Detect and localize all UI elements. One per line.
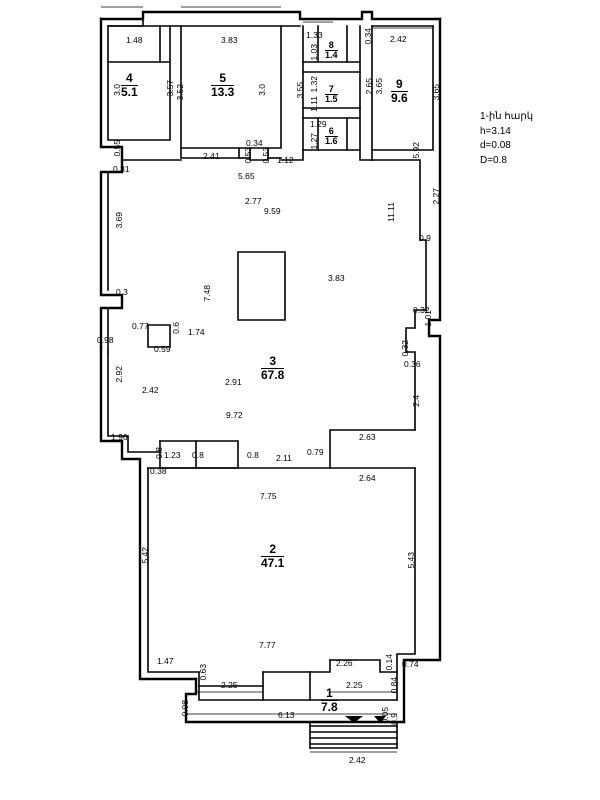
dimension-label: 0.14 [384, 654, 394, 671]
dimension-label: 0.05 [380, 707, 390, 724]
note-line: h=3.14 [480, 125, 511, 137]
room-area: 1.5 [325, 94, 338, 105]
room-number: 9 [396, 77, 403, 91]
dimension-label: 0.08 [180, 700, 190, 717]
room-8 [325, 41, 338, 61]
dimension-label: 0.98 [97, 335, 114, 345]
dimension-label: 3.65 [374, 78, 384, 95]
dimension-label: 3.83 [221, 35, 238, 45]
dimension-label: 2.26 [336, 658, 353, 668]
dimension-label: 1.32 [309, 76, 319, 93]
dimension-label: 1.74 [188, 327, 205, 337]
dimension-label: 2.65 [364, 78, 374, 95]
plan-notes [480, 110, 533, 168]
dimension-label: 2.42 [390, 34, 407, 44]
dimension-label: 0.77 [132, 321, 149, 331]
note-line: 1-ին հարկ [480, 111, 534, 122]
dimension-label: 3.0 [112, 84, 122, 96]
dimension-label: 9.59 [264, 206, 281, 216]
room-area: 5.1 [121, 84, 138, 99]
dimension-label: 1.33 [306, 30, 323, 40]
room-number: 7 [328, 84, 334, 94]
dimension-label: 1.01 [423, 310, 433, 327]
dimension-label: 2.77 [245, 196, 262, 206]
dimension-label: 5.65 [238, 171, 255, 181]
dimension-label: 0.38 [150, 466, 167, 476]
room-number: 8 [328, 40, 334, 50]
dimension-label: 0.34 [363, 28, 373, 45]
room-4 [121, 72, 138, 98]
dimension-label: 0.31 [113, 164, 130, 174]
room-area: 13.3 [211, 84, 235, 99]
dimension-label: 1.23 [164, 450, 181, 460]
room-1 [321, 687, 338, 713]
dimension-label: 1.29 [310, 119, 327, 129]
dimension-label: 3.65 [431, 84, 441, 101]
room-number: 1 [326, 686, 333, 700]
room-area: 9.6 [391, 90, 408, 105]
dimension-label: 3.55 [295, 82, 305, 99]
dimension-label: 0.84 [389, 677, 399, 694]
room-number: 4 [126, 71, 133, 85]
dimension-label: 0.9 [389, 713, 399, 725]
dimension-label: 2.42 [349, 755, 366, 765]
dimension-label: 2.11 [276, 453, 292, 463]
dimension-label: 3.57 [165, 80, 175, 97]
dimension-label: 5.92 [411, 142, 421, 159]
dimension-label: 9.72 [226, 410, 243, 420]
dimension-label: 2.91 [225, 377, 242, 387]
dimension-label: 0.63 [198, 664, 208, 681]
dimension-label: 3.52 [175, 84, 185, 101]
dimension-label: 2.63 [359, 432, 376, 442]
dimension-label: 0.74 [402, 659, 419, 669]
room-number: 6 [328, 126, 334, 136]
dimension-label: 1.96 [111, 432, 128, 442]
dimension-label: 2.25 [221, 680, 238, 690]
dimension-label: 0.53 [261, 147, 271, 164]
room-6 [325, 127, 338, 147]
dimension-label: 0.6 [171, 322, 181, 334]
dimension-label: 0.32 [400, 340, 410, 357]
dimension-label: 1.03 [309, 44, 319, 61]
room-area: 1.6 [325, 136, 338, 147]
room-3 [261, 355, 284, 381]
dimension-label: 0.34 [246, 138, 263, 148]
room-9 [391, 78, 408, 104]
dimension-label: 2.4 [411, 395, 421, 407]
dimension-label: 0.3 [116, 287, 128, 297]
dimension-label: 1.12 [277, 155, 294, 165]
room-area: 47.1 [261, 555, 285, 570]
dimension-label: 11.11 [386, 202, 396, 223]
dimension-label: 2.25 [346, 680, 363, 690]
dimension-label: 5.42 [140, 547, 150, 564]
dimension-label: 0.9 [419, 233, 431, 243]
dimension-label: 3.0 [257, 84, 267, 96]
dimension-label: 0.32 [413, 305, 430, 315]
dimension-label: 0.8 [247, 450, 259, 460]
dimension-label: 2.27 [431, 188, 441, 205]
dimension-label: 0.55 [112, 140, 122, 157]
dimension-label: 0.8 [192, 450, 204, 460]
room-2 [261, 543, 284, 569]
dimension-label: 7.75 [260, 491, 277, 501]
dimension-label: 7.48 [202, 285, 212, 302]
dimension-label: 3.69 [114, 212, 124, 229]
dimension-label: 0.36 [404, 359, 421, 369]
dimension-label: 2.41 [203, 151, 220, 161]
dimension-label: 1.11 [309, 96, 319, 112]
dimension-label: 1.27 [309, 133, 319, 150]
room-area: 67.8 [261, 367, 285, 382]
dimension-label: 5.43 [406, 552, 416, 569]
dimension-label: 0.79 [307, 447, 324, 457]
dimension-label: 0.8 [154, 447, 164, 459]
dimension-label: 1.47 [157, 656, 174, 666]
note-line: D=0.8 [480, 154, 507, 166]
dimension-label: 7.77 [259, 640, 276, 650]
dimension-label: 1.48 [126, 35, 143, 45]
dimension-label: 0.59 [154, 344, 171, 354]
room-number: 5 [219, 71, 227, 85]
room-number: 2 [269, 542, 277, 556]
dimension-label: 2.64 [359, 473, 376, 483]
room-number: 3 [269, 354, 277, 368]
room-area: 1.4 [325, 50, 338, 61]
dimension-label: 3.83 [328, 273, 345, 283]
dimension-label: 6.13 [278, 710, 295, 720]
note-line: d=0.08 [480, 140, 511, 151]
room-7 [325, 85, 338, 105]
room-area: 7.8 [321, 699, 338, 714]
dimension-label: 2.42 [142, 385, 159, 395]
dimension-label: 2.92 [114, 366, 124, 383]
dimension-label: 0.53 [243, 147, 253, 164]
room-5 [211, 72, 234, 98]
